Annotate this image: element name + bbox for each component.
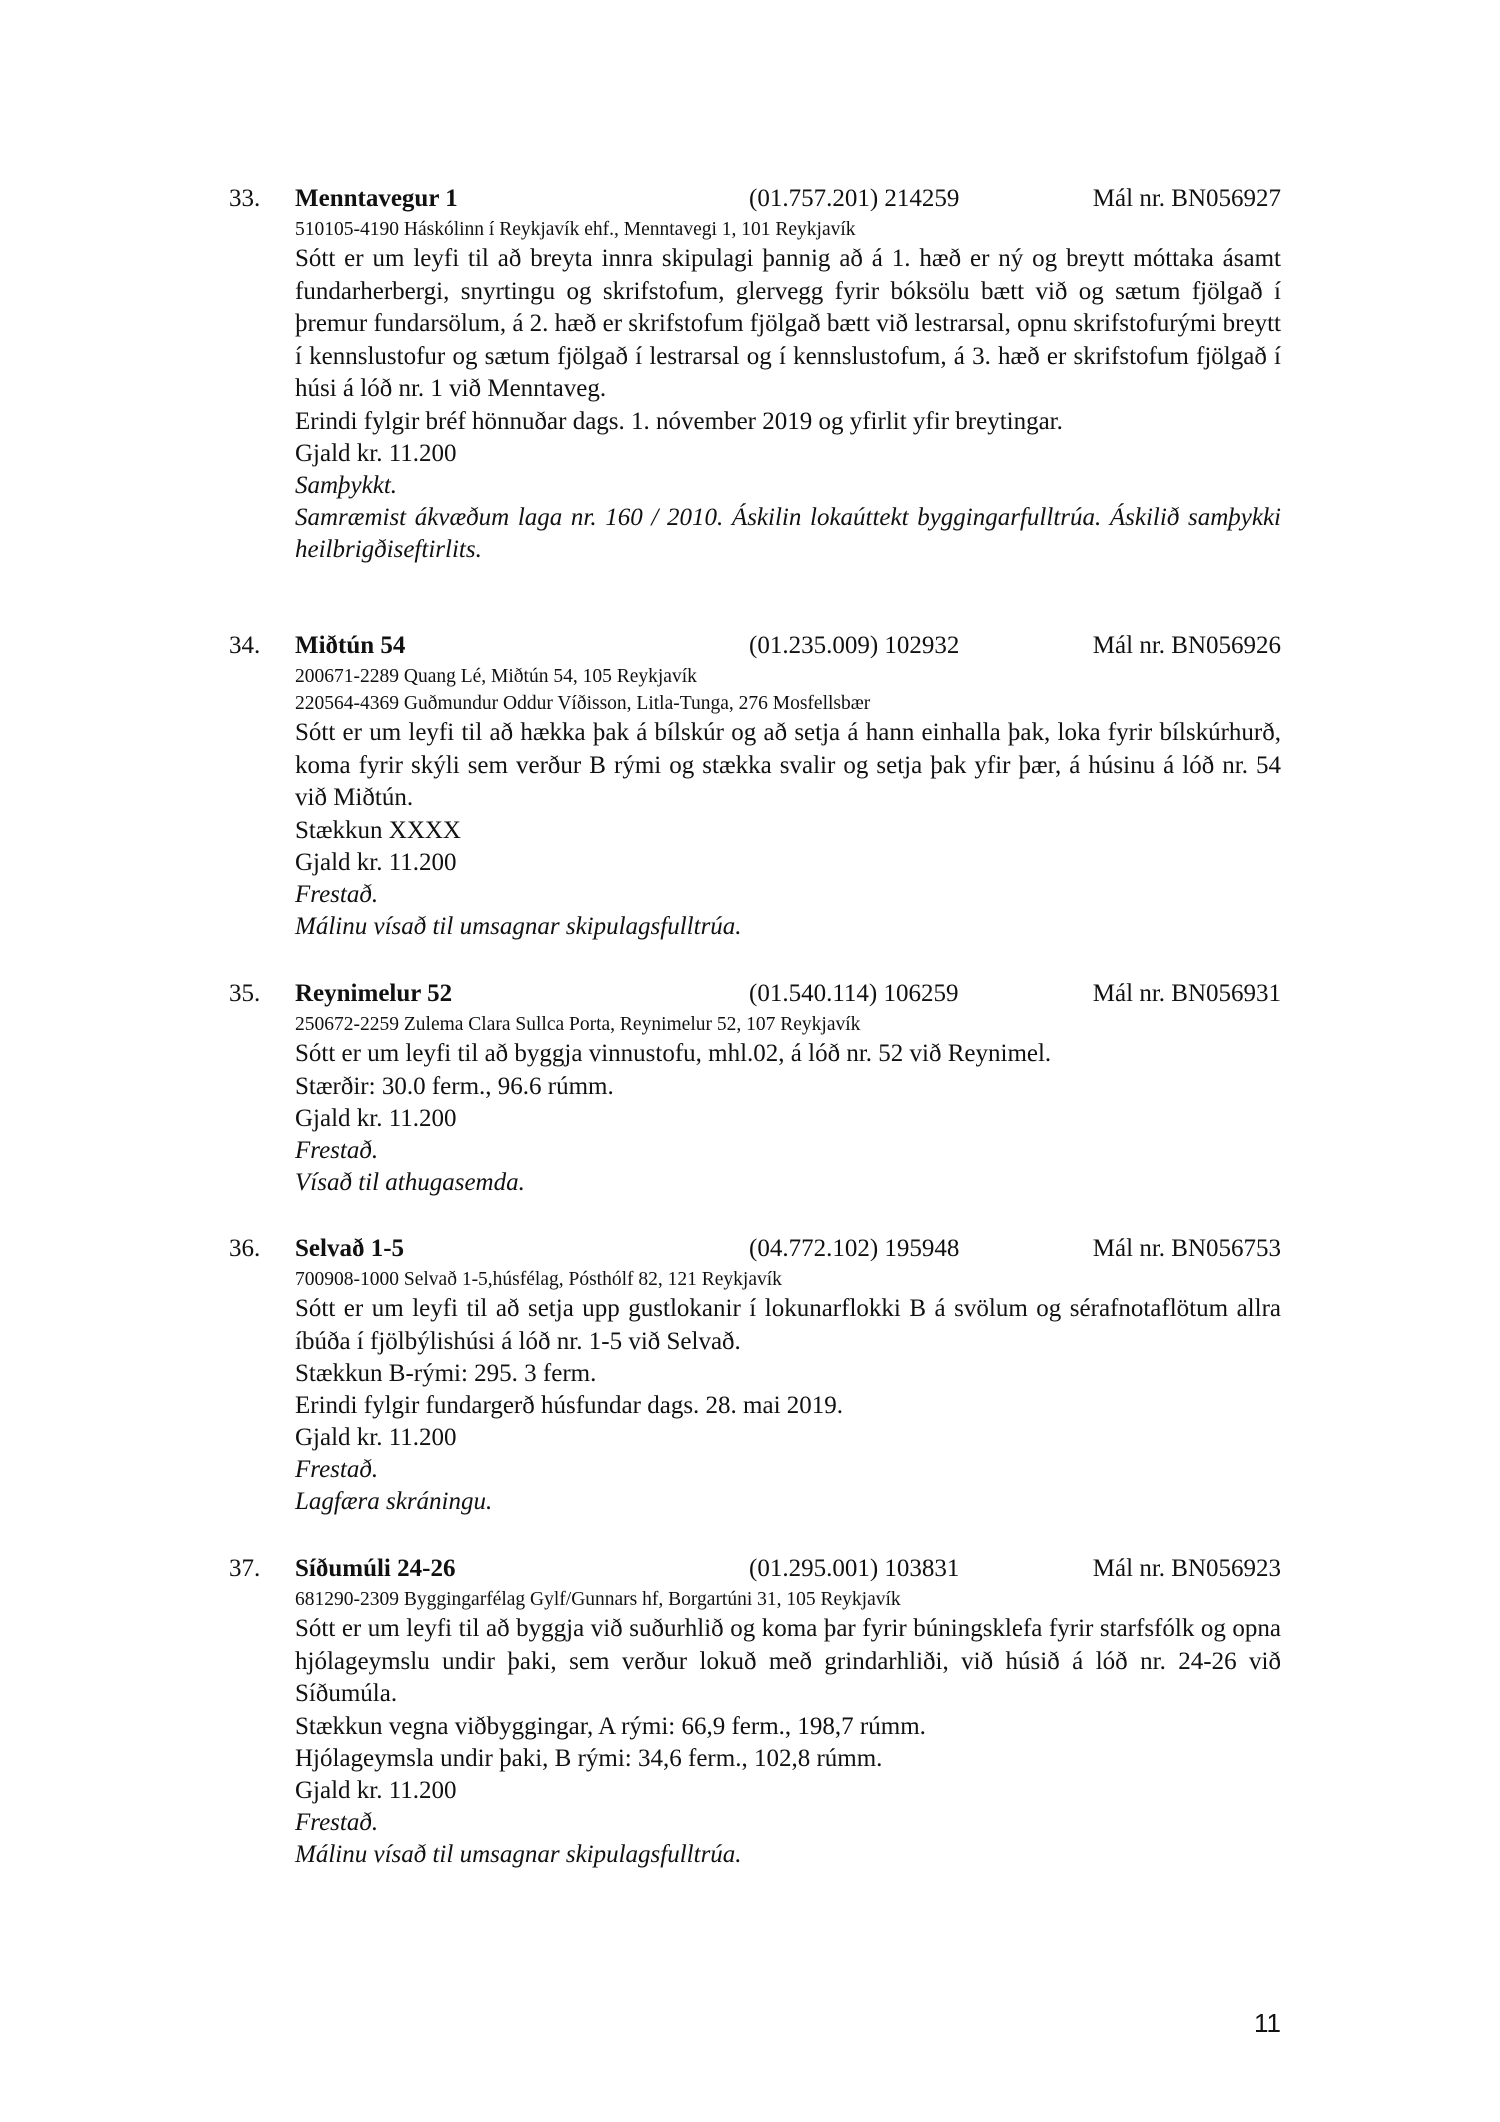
applicant-line: 220564-4369 Guðmundur Oddur Víðisson, Litla-Tunga, 276 Mosfellsbær — [295, 693, 871, 714]
case-mal-number: Mál nr. BN056927 — [1092, 185, 1281, 212]
case-detail: Hjólageymsla undir þaki, B rými: 34,6 ferm., 102,8 rúmm. — [295, 1744, 883, 1772]
case-33 — [229, 182, 1281, 567]
case-note: Málinu vísað til umsagnar skipulagsfulltrúa. — [295, 912, 742, 940]
applicant-line: 510105-4190 Háskólinn í Reykjavík ehf., Menntavegi 1, 101 Reykjavík — [295, 219, 856, 240]
case-header — [229, 1552, 1281, 1586]
case-number: 34. — [229, 632, 261, 659]
applicant-line: 250672-2259 Zulema Clara Sullca Porta, Reynimelur 52, 107 Reykjavík — [295, 1014, 861, 1035]
case-mal-number: Mál nr. BN056923 — [1092, 1555, 1281, 1582]
case-number: 36. — [229, 1235, 261, 1262]
applicant-line: 200671-2289 Quang Lé, Miðtún 54, 105 Reykjavík — [295, 666, 697, 687]
case-reference: (01.757.201) 214259 — [749, 185, 960, 212]
case-fee: Gjald kr. 11.200 — [295, 848, 457, 876]
case-fee: Gjald kr. 11.200 — [295, 1776, 457, 1804]
case-header — [229, 182, 1281, 216]
case-decision: Frestað. — [295, 1456, 379, 1483]
applicant-line: 681290-2309 Byggingarfélag Gylf/Gunnars hf, Borgartúni 31, 105 Reykjavík — [295, 1589, 901, 1610]
case-description: Sótt er um leyfi til að setja upp gustlokanir í lokunarflokki B á svölum og sérafnotaflötum allra íbúða í fjölbýlishúsi á lóð nr. 1-5 við Selvað. — [295, 1295, 1281, 1355]
case-number: 37. — [229, 1555, 261, 1582]
case-title: Miðtún 54 — [295, 632, 406, 659]
case-note: Málinu vísað til umsagnar skipulagsfulltrúa. — [295, 1840, 742, 1868]
case-fee: Gjald kr. 11.200 — [295, 439, 457, 467]
case-reference: (01.295.001) 103831 — [749, 1555, 960, 1582]
case-37 — [229, 1552, 1281, 1871]
case-fee: Gjald kr. 11.200 — [295, 1424, 457, 1451]
case-reference: (01.235.009) 102932 — [749, 632, 960, 659]
case-detail: Stækkun XXXX — [295, 816, 461, 844]
case-decision: Samþykkt. — [295, 471, 398, 499]
case-note: Vísað til athugasemda. — [295, 1168, 525, 1196]
case-reference: (01.540.114) 106259 — [749, 980, 959, 1007]
case-decision: Frestað. — [295, 880, 379, 908]
case-decision: Frestað. — [295, 1136, 379, 1164]
case-fee: Gjald kr. 11.200 — [295, 1104, 457, 1132]
page-number: 11 — [1254, 2008, 1281, 2038]
case-header — [229, 629, 1281, 663]
case-description: Sótt er um leyfi til að byggja vinnustofu, mhl.02, á lóð nr. 52 við Reynimel. — [295, 1040, 1052, 1067]
case-description: Sótt er um leyfi til að hækka þak á bílskúr og að setja á hann einhalla þak, loka fyrir bílskúrhurð, koma fyrir skýli sem verður B rými og stækka svalir og setja þak yfir þær, á húsinu á lóð nr. 54 við Miðtún. — [295, 719, 1281, 811]
case-description: Sótt er um leyfi til að breyta innra skipulagi þannig að á 1. hæð er ný og breytt móttaka ásamt fundarherbergi, snyrtingu og skrifstofum, glervegg fyrir bóksölu bætt við og sætum fjölgað í þremur fundarsölum, á 2. hæð er skrifstofum fjölgað bætt við lestrarsal, opnu skrifstofurými breytt í kennslustofur og sætum fjölgað í lestrarsal og í kennslustofum, á 3. hæð er skrifstofum fjölgað í húsi á lóð nr. 1 við Menntaveg. — [295, 245, 1281, 402]
case-title: Selvað 1-5 — [295, 1235, 405, 1262]
case-title: Menntavegur 1 — [295, 185, 458, 212]
case-header — [229, 1232, 1281, 1266]
case-note: Samræmist ákvæðum laga nr. 160 / 2010. Áskilin lokaúttekt byggingarfulltrúa. Áskilið samþykki heilbrigðiseftirlits. — [295, 503, 1281, 563]
case-description: Sótt er um leyfi til að byggja við suðurhlið og koma þar fyrir búningsklefa fyrir starfsfólk og opna hjólageymslu undir þaki, sem verður lokuð með grindarhliði, við húsið á lóð nr. 24-26 við Síðumúla. — [295, 1615, 1281, 1707]
case-header — [229, 977, 1281, 1011]
case-title: Reynimelur 52 — [295, 980, 453, 1007]
case-number: 33. — [229, 185, 261, 212]
case-title: Síðumúli 24-26 — [295, 1555, 456, 1582]
case-34 — [229, 629, 1281, 943]
case-35 — [229, 977, 1281, 1199]
case-note: Lagfæra skráningu. — [295, 1488, 493, 1515]
case-detail: Stækkun vegna viðbyggingar, A rými: 66,9 ferm., 198,7 rúmm. — [295, 1712, 926, 1740]
case-mal-number: Mál nr. BN056926 — [1092, 632, 1281, 659]
case-mal-number: Mál nr. BN056753 — [1092, 1235, 1281, 1262]
case-reference: (04.772.102) 195948 — [749, 1235, 960, 1262]
case-detail: Erindi fylgir fundargerð húsfundar dags. 28. mai 2019. — [295, 1392, 844, 1419]
case-detail: Stærðir: 30.0 ferm., 96.6 rúmm. — [295, 1072, 614, 1100]
case-number: 35. — [229, 980, 261, 1007]
case-36 — [229, 1232, 1281, 1518]
case-decision: Frestað. — [295, 1808, 379, 1836]
case-detail: Stækkun B-rými: 295. 3 ferm. — [295, 1360, 597, 1387]
applicant-line: 700908-1000 Selvað 1-5,húsfélag, Pósthólf 82, 121 Reykjavík — [295, 1269, 782, 1290]
case-mal-number: Mál nr. BN056931 — [1092, 980, 1281, 1007]
case-detail: Erindi fylgir bréf hönnuðar dags. 1. nóvember 2019 og yfirlit yfir breytingar. — [295, 407, 1063, 435]
